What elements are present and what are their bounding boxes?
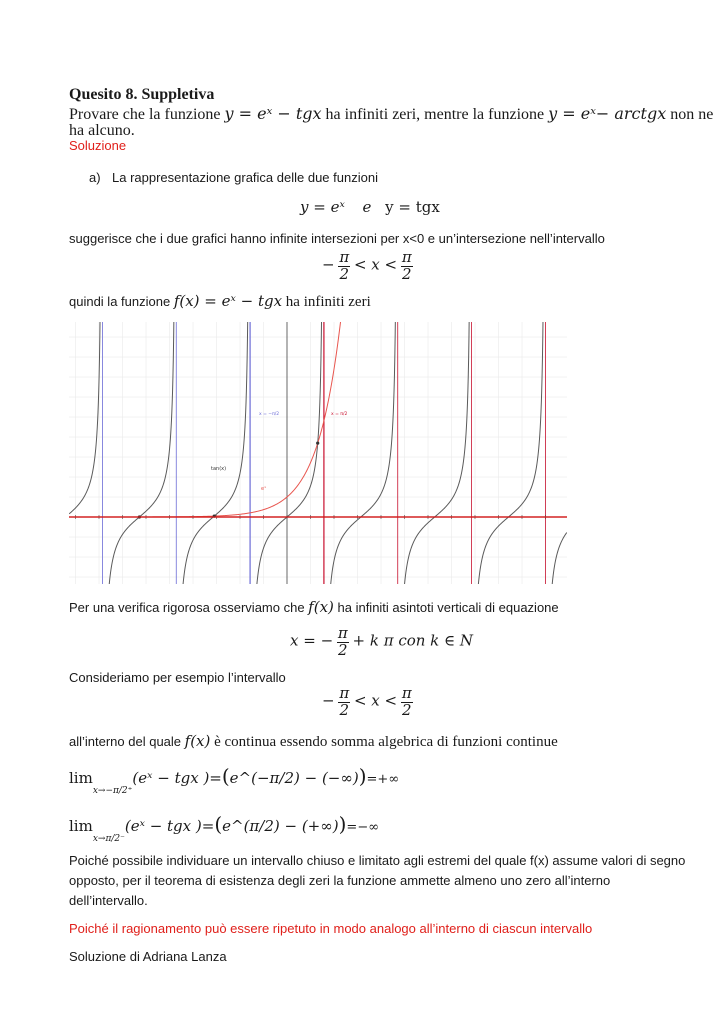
interval-1-minus: − xyxy=(322,255,335,274)
cont-suffix: è continua essendo somma algebrica di funzioni continue xyxy=(210,734,558,750)
label-left-asymptote: x = −π/2 xyxy=(259,412,280,417)
conclusion-line-3: dell’intervallo. xyxy=(69,893,148,908)
limit-1-word: lim xyxy=(69,769,93,787)
interval-1-left-num: π xyxy=(339,248,350,266)
interval-2-lt: < x < xyxy=(353,691,398,710)
cont-prefix: all’interno del quale xyxy=(69,734,185,749)
limit-1-result: =+∞ xyxy=(366,772,400,787)
quindi-fn: f(x) = eˣ − tgx xyxy=(173,292,283,310)
statement-fn2: y = eˣ− arctgx xyxy=(548,104,667,123)
conclusion-line-2: opposto, per il teorema di esistenza degli zeri la funzione ammette almeno uno zero all’interno xyxy=(69,873,611,888)
interval-1-left-frac xyxy=(338,250,350,283)
quindi-prefix: quindi la funzione xyxy=(69,294,174,309)
formula-left: y = eˣ xyxy=(300,198,345,216)
statement-prefix: Provare che la funzione xyxy=(69,106,225,123)
formula-and: e xyxy=(362,198,372,216)
interval-2-right-num: π xyxy=(401,684,412,702)
verify-fn: f(x) xyxy=(308,598,334,616)
limit-1-rparen: ) xyxy=(358,764,367,788)
eq-frac-num: π xyxy=(337,624,348,642)
interval-1-lt: < x < xyxy=(353,255,398,274)
part-a-text: La rappresentazione grafica delle due funzioni xyxy=(112,170,378,185)
intersection-point xyxy=(316,442,319,445)
interval-2-left-frac xyxy=(338,686,350,719)
interval-2-left-den: 2 xyxy=(339,700,350,719)
asymptote-equation xyxy=(290,626,473,659)
label-tan: tan(x) xyxy=(211,466,227,472)
interval-2-right-frac xyxy=(401,686,413,719)
interval-2 xyxy=(322,686,413,719)
label-exp: eˣ xyxy=(261,486,267,492)
limit-2-lparen: ( xyxy=(214,812,223,836)
interval-2-right-den: 2 xyxy=(401,700,412,719)
function-graph xyxy=(69,322,567,584)
conclusion-line-1: Poiché possibile individuare un intervallo chiuso e limitato agli estremi del quale f(x) assume valori di segno xyxy=(69,853,686,868)
interval-1-right-num: π xyxy=(401,248,412,266)
label-right-asymptote: x = π/2 xyxy=(331,412,348,417)
author-line: Soluzione di Adriana Lanza xyxy=(69,949,227,964)
limit-2-sub: x→π/2⁻ xyxy=(92,834,125,844)
formula-right: y = tgx xyxy=(385,198,440,216)
statement-suffix: non ne xyxy=(666,106,714,123)
eq-prefix: x = − xyxy=(290,631,334,650)
interval-2-minus: − xyxy=(322,691,335,710)
interval-1-right-den: 2 xyxy=(401,264,412,283)
verify-line xyxy=(69,598,559,616)
interval-1-left-den: 2 xyxy=(339,264,350,283)
statement-fn1: y = eˣ − tgx xyxy=(224,104,322,123)
limit-1-paren: e^(−π/2) − (−∞) xyxy=(229,769,359,787)
problem-title: Quesito 8. Suppletiva xyxy=(69,86,215,103)
verify-suffix: ha infiniti asintoti verticali di equazione xyxy=(333,600,559,615)
verify-prefix: Per una verifica rigorosa osserviamo che xyxy=(69,600,309,615)
conclusion-red-line: Poiché il ragionamento può essere ripetuto in modo analogo all’interno di ciascun intervallo xyxy=(69,921,593,936)
limit-2-expr: (eˣ − tgx )= xyxy=(124,817,215,835)
quindi-line xyxy=(69,292,371,311)
soluzione-label: Soluzione xyxy=(69,138,127,153)
problem-statement xyxy=(69,104,713,124)
limit-2-result: =−∞ xyxy=(346,820,380,835)
interval-2-left-num: π xyxy=(339,684,350,702)
limit-1-expr: (eˣ − tgx )= xyxy=(132,769,222,787)
problem-statement-line2: ha alcuno. xyxy=(69,122,135,139)
functions-formula xyxy=(300,198,440,217)
part-a-marker: a) xyxy=(89,170,101,185)
consider-text: Consideriamo per esempio l’intervallo xyxy=(69,670,286,685)
limit-1-sub: x→−π/2⁺ xyxy=(92,786,133,796)
eq-suffix: + k π con k ∈ N xyxy=(352,631,474,650)
statement-middle: ha infiniti zeri, mentre la funzione xyxy=(321,106,549,123)
quindi-suffix: ha infiniti zeri xyxy=(282,294,371,310)
limit-2-rparen: ) xyxy=(338,812,347,836)
continuity-line xyxy=(69,732,558,751)
limit-1-lparen: ( xyxy=(221,764,230,788)
limit-2-paren: e^(π/2) − (+∞) xyxy=(222,817,339,835)
interval-1 xyxy=(322,250,413,283)
suggest-text: suggerisce che i due grafici hanno infinite intersezioni per x<0 e un’intersezione nell’intervallo xyxy=(69,231,605,246)
eq-frac xyxy=(337,626,349,659)
cont-fn: f(x) xyxy=(184,732,211,750)
eq-frac-den: 2 xyxy=(338,640,348,659)
limit-2-word: lim xyxy=(69,817,93,835)
interval-1-right-frac xyxy=(401,250,413,283)
